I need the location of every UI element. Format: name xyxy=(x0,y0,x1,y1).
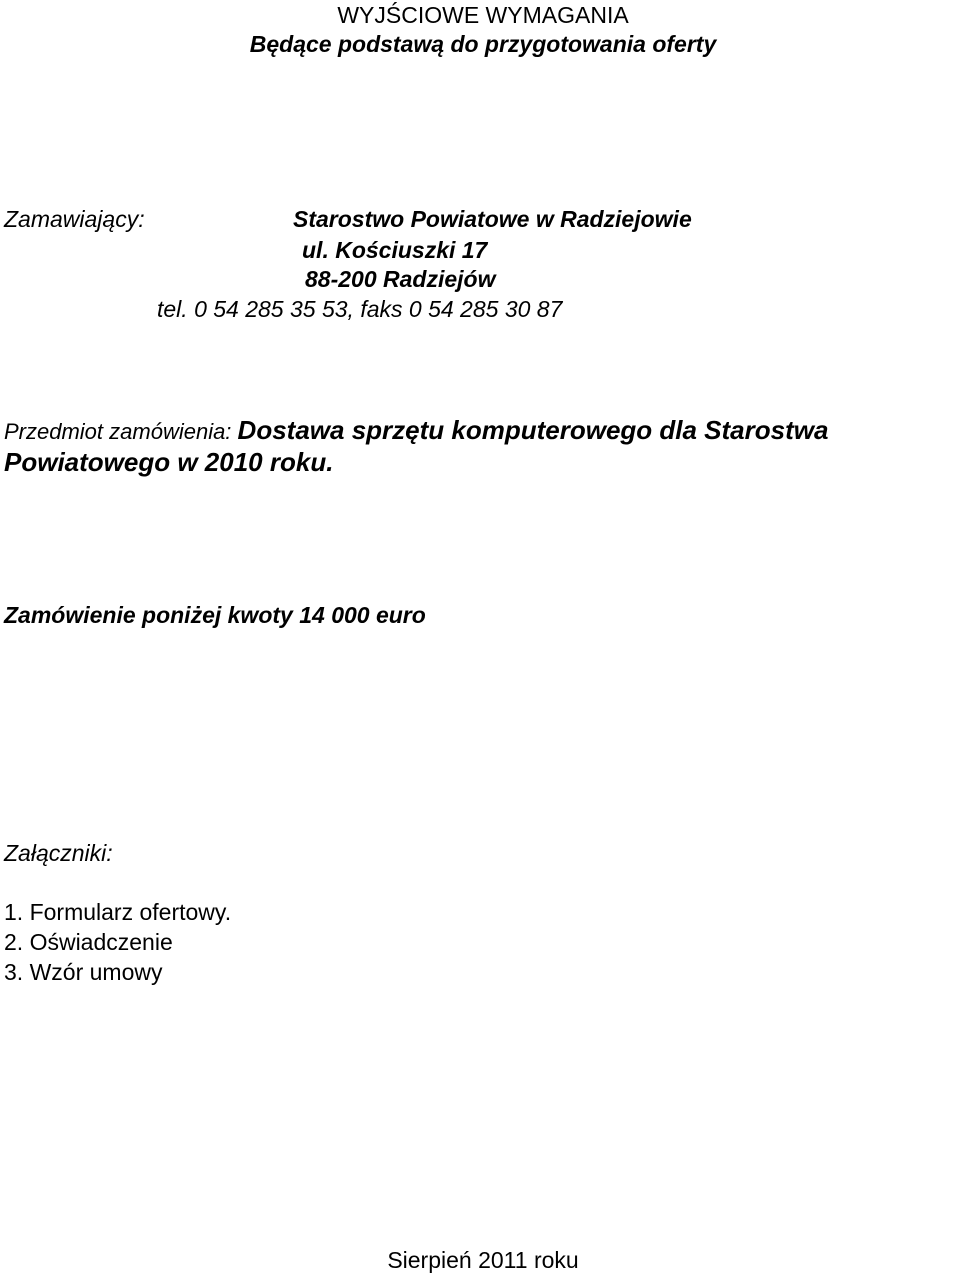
orderer-name: Starostwo Powiatowe w Radziejowie xyxy=(293,206,692,232)
attachment-item: 3. Wzór umowy xyxy=(4,959,163,985)
subject-value-line2: Powiatowego w 2010 roku. xyxy=(4,447,334,477)
attachment-item: 1. Formularz ofertowy. xyxy=(4,899,232,925)
subject-label: Przedmiot zamówienia: xyxy=(4,419,238,444)
document-subtitle: Będące podstawą do przygotowania oferty xyxy=(249,31,717,57)
subject-line xyxy=(4,415,828,446)
document-title: WYJŚCIOWE WYMAGANIA xyxy=(337,2,629,28)
footer-date: Sierpień 2011 roku xyxy=(387,1247,579,1273)
attachments-label: Załączniki: xyxy=(4,840,113,866)
attachments-list xyxy=(4,897,231,987)
attachment-item: 2. Oświadczenie xyxy=(4,929,173,955)
orderer-street: ul. Kościuszki 17 xyxy=(302,237,488,263)
orderer-city: 88-200 Radziejów xyxy=(305,266,496,292)
orderer-label: Zamawiający: xyxy=(4,206,145,232)
subject-value-line1: Dostawa sprzętu komputerowego dla Starostwa xyxy=(237,415,829,445)
orderer-contact: tel. 0 54 285 35 53, faks 0 54 285 30 87 xyxy=(157,296,563,322)
threshold-note: Zamówienie poniżej kwoty 14 000 euro xyxy=(4,602,426,628)
